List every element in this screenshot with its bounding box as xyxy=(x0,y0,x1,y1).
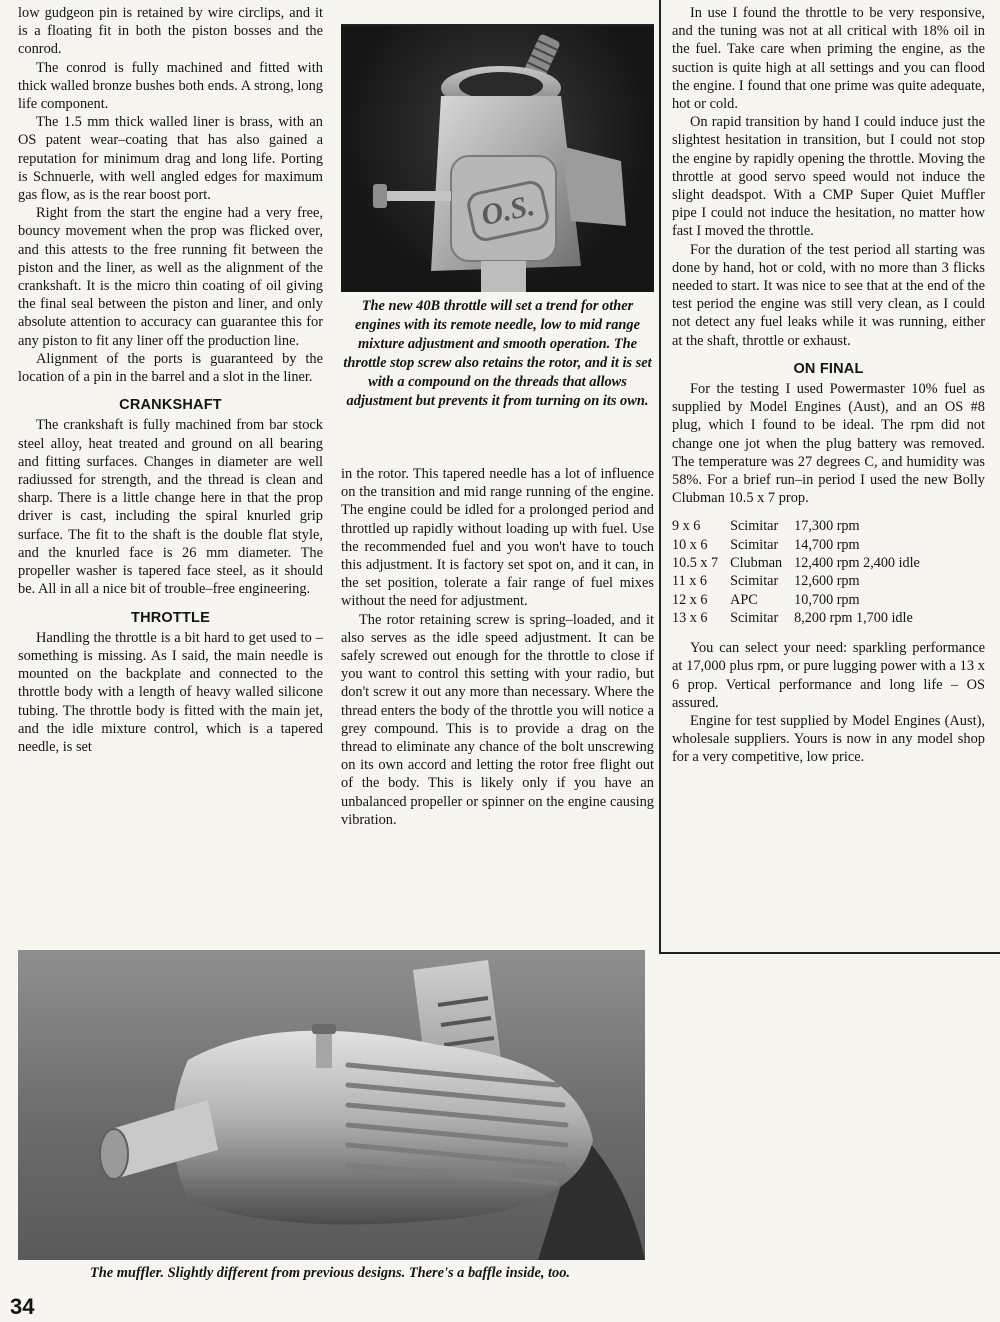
page-number: 34 xyxy=(10,1294,35,1319)
muffler-photo xyxy=(18,950,645,1260)
prop-table-row xyxy=(672,572,932,590)
muffler-photo-caption: The muffler. Slightly different from previous designs. There's a baffle inside, too. xyxy=(89,1265,571,1281)
paragraph: Engine for test supplied by Model Engines (Aust), wholesale suppliers. Yours is now in any model shop for a very competitive, low price. xyxy=(672,713,985,766)
prop-size-cell: 11 x 6 xyxy=(672,573,707,590)
prop-size-cell: 12 x 6 xyxy=(672,591,708,608)
paragraph: For the duration of the test period all starting was done by hand, hot or cold, with no more than 3 flicks needed to start. It was nice to see that at the end of the test period the engine was still very clean, as I could not detect any fuel leaks while it was running, either at the shaft, throttle or exhaust. xyxy=(672,241,985,349)
throttle-photo-caption: The new 40B throttle will set a trend for other engines with its remote needle, low to mid range mixture adjustment and smooth operation. The throttle stop screw also retains the rotor, and it is set with a compound on the threads that allows adjustment but prevents it from turning on its own. xyxy=(343,298,652,409)
paragraph: On rapid transition by hand I could induce just the slightest hesitation in transition, but I could not stop the engine by rapidly opening the throttle. Moving the throttle at good servo speed would not induce the slight deadspot. With a CMP Super Quiet Muffler pipe I could not induce the hesitation, no matter how fast I moved the throttle. xyxy=(672,114,985,240)
paragraph: Handling the throttle is a bit hard to get used to – something is missing. As I said, the main needle is mounted on the backplate and connected to the throttle body with a length of heavy walled silicone tubing. The throttle body is fitted with the main jet, and the idle mixture control, which is a tapered needle, is set xyxy=(18,629,323,755)
paragraph: For the testing I used Powermaster 10% fuel as supplied by Model Engines (Aust), and an OS #8 plug, which I found to be ideal. The rpm did not change one jot when the plug battery was removed. The temperature was 27 degrees C, and humidity was 58%. For a brief run–in period I used the new Bolly Clubman 10.5 x 7 prop. xyxy=(672,381,985,507)
paragraph: Alignment of the ports is guaranteed by the location of a pin in the barrel and a slot in the liner. xyxy=(18,350,323,386)
column-divider xyxy=(659,0,661,952)
prop-table-row xyxy=(672,517,932,535)
prop-table-row xyxy=(672,591,932,609)
os-logo: O.S. xyxy=(465,178,552,243)
prop-brand-cell: Scimitar xyxy=(730,518,779,535)
rpm-cell: 10,700 rpm xyxy=(794,591,860,608)
prop-rpm-table xyxy=(672,517,932,627)
prop-brand-cell: Scimitar xyxy=(730,536,779,553)
paragraph: You can select your need: sparkling performance at 17,000 plus rpm, or pure lugging power with a 13 x 6 prop. Vertical performance and long life – OS assured. xyxy=(672,640,985,711)
paragraph: In use I found the throttle to be very responsive, and the tuning was not at all critical with 18% oil in the fuel. Take care when priming the engine, as the suction is quite high at all settings and you can flood the engine. I found that one prime was quite adequate, hot or cold. xyxy=(672,5,985,113)
muffler-illustration xyxy=(18,950,645,1260)
paragraph: The crankshaft is fully machined from bar stock steel alloy, heat treated and ground on all bearing and fitting surfaces. Changes in diameter are well radiussed for strength, and the thread is clean and sharp. There is a little change here in that the prop driver is cast, including the spiral knurled grip surface. The fit to the shaft is the double flat style, and the knurled face is 26 mm diameter. The propeller washer is tapered face steel, as it should be. All in all a nice bit of trouble–free engineering. xyxy=(18,417,323,598)
paragraph: Right from the start the engine had a very free, bouncy movement when the prop was flicked over, and this attests to the free running fit between the piston and the liner, as well as the alignment of the crankshaft. It is the micro thin coating of oil giving the final seal between the piston and liner, and only absolute attention to accuracy can guarantee this for any piston to fit any liner off the production line. xyxy=(18,205,323,349)
paragraph: in the rotor. This tapered needle has a lot of influence on the transition and mid range running of the engine. The engine could be idled for a prolonged period and throttled up rapidly without loading up with fuel. Use the recommended fuel and you won't have to touch this adjustment. It is factory set spot on, and it can, in the set position, tolerate a fair range of fuel mixes without the need for adjustment. xyxy=(341,466,654,610)
throttle-photo xyxy=(341,26,654,292)
prop-brand-cell: Scimitar xyxy=(730,573,779,590)
prop-size-cell: 10.5 x 7 xyxy=(672,555,719,572)
prop-size-cell: 10 x 6 xyxy=(672,536,708,553)
prop-brand-cell: Clubman xyxy=(730,555,783,572)
section-heading-throttle: THROTTLE xyxy=(131,609,210,626)
rpm-cell: 14,700 rpm xyxy=(794,536,860,553)
paragraph: The rotor retaining screw is spring–loaded, and it also serves as the idle speed adjustment. It can be safely screwed out enough for the throttle to close if you want to control this setting with your radio, but don't screw it out any more than necessary. Where the thread enters the body of the throttle you will notice a grey compound. This is to provide a drag on the thread to eliminate any chance of the bolt unscrewing on its own accord and letting the rotor free flight out of the body. This is likely only if you have an unbalanced propeller or spinner on the engine causing vibration. xyxy=(341,611,654,828)
article-column-1 xyxy=(18,4,323,756)
paragraph: low gudgeon pin is retained by wire circlips, and it is a floating fit in both the piston bosses and the conrod. xyxy=(18,5,323,58)
prop-brand-cell: APC xyxy=(730,591,758,608)
rpm-cell: 17,300 rpm xyxy=(794,518,860,535)
article-column-3 xyxy=(672,4,985,767)
paragraph: The 1.5 mm thick walled liner is brass, with an OS patent wear–coating that has also gained a reputation for minimum drag and long life. Porting is Schnuerle, with well angled edges for maximum gas flow, as is the rear boost port. xyxy=(18,114,323,204)
section-heading-on-final: ON FINAL xyxy=(793,360,864,377)
prop-table-row xyxy=(672,609,932,627)
rpm-cell: 12,400 rpm 2,400 idle xyxy=(794,555,920,572)
prop-table-row xyxy=(672,536,932,554)
prop-brand-cell: Scimitar xyxy=(730,609,779,626)
column-divider-horizontal xyxy=(659,952,1000,954)
paragraph: The conrod is fully machined and fitted with thick walled bronze bushes both ends. A strong, long life component. xyxy=(18,59,323,113)
prop-table-row xyxy=(672,554,932,572)
rpm-cell: 12,600 rpm xyxy=(794,573,860,590)
prop-size-cell: 13 x 6 xyxy=(672,609,708,626)
throttle-body-illustration xyxy=(341,26,654,292)
article-column-2 xyxy=(341,465,654,829)
section-heading-crankshaft: CRANKSHAFT xyxy=(119,397,222,414)
prop-size-cell: 9 x 6 xyxy=(672,518,701,535)
rpm-cell: 8,200 rpm 1,700 idle xyxy=(794,609,913,626)
